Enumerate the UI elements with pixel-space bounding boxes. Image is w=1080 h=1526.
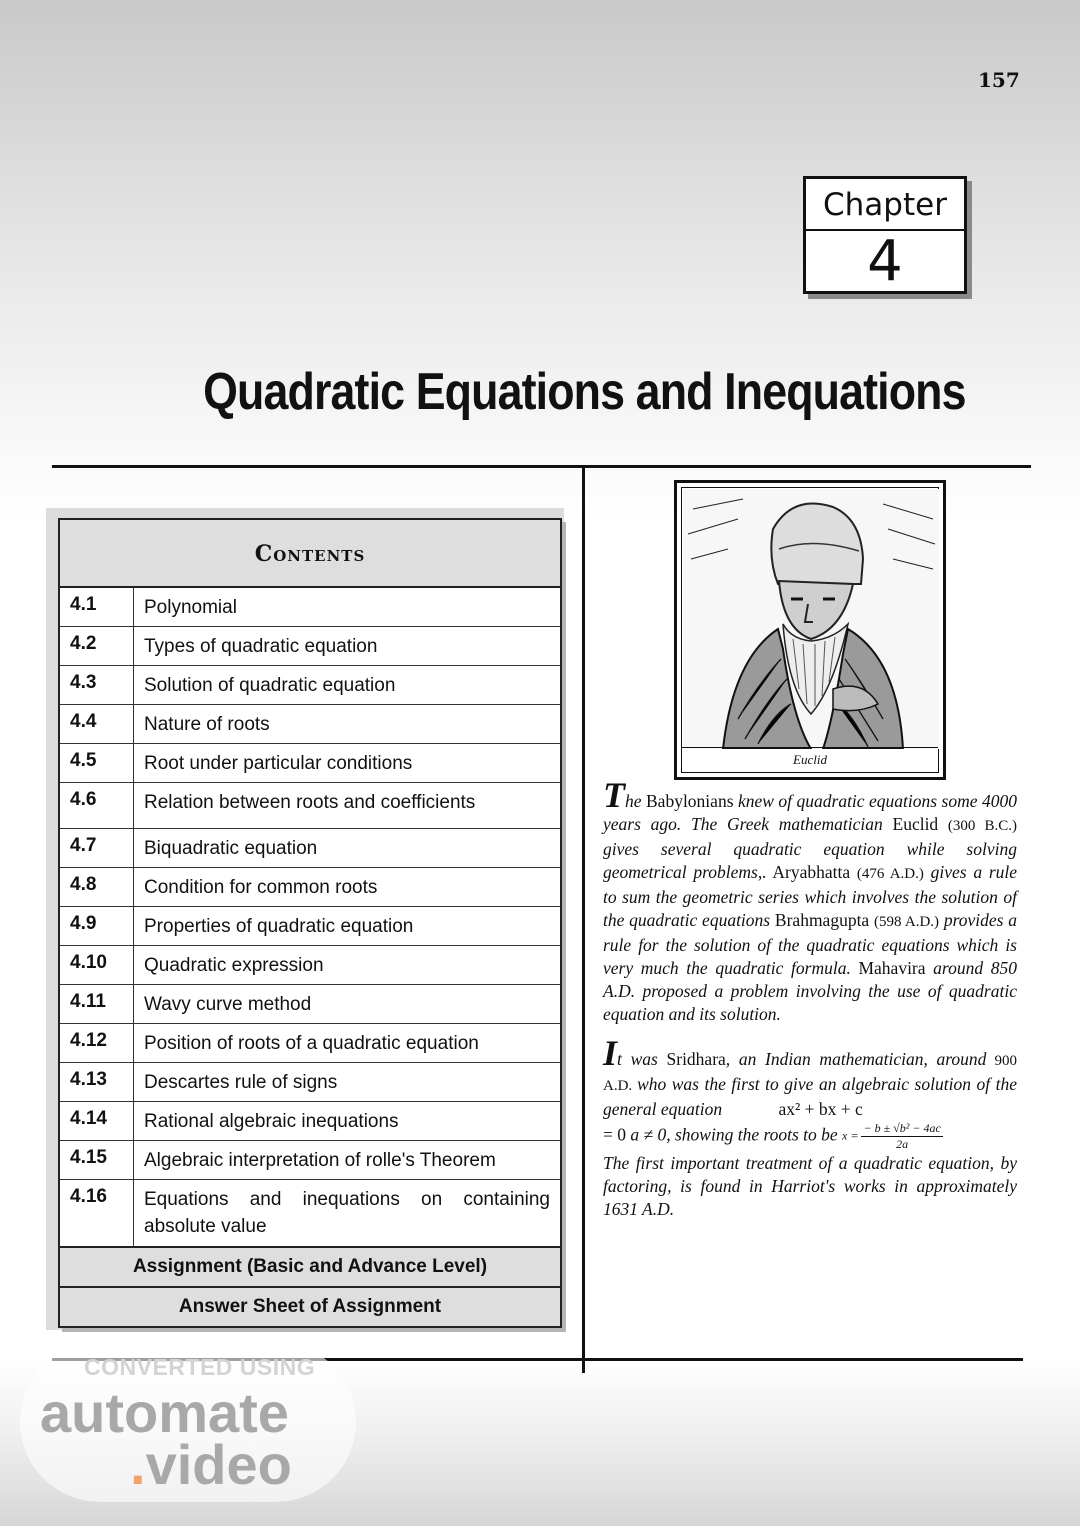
- section-title: Biquadratic equation: [144, 838, 318, 859]
- section-number: 4.14: [60, 1102, 134, 1140]
- contents-row: [60, 1180, 560, 1248]
- section-number: 4.8: [60, 868, 134, 906]
- text-run: 900 A.D.: [603, 1053, 1018, 1094]
- section-number: 4.5: [60, 744, 134, 782]
- watermark-text: CONVERTED USING: [84, 1354, 316, 1380]
- watermark-logo-suffix: [130, 1432, 292, 1497]
- text-run: around 850 A.D. proposed a problem involving the use of quadratic equation and its solution.: [603, 958, 1017, 1024]
- chapter-title: Quadratic Equations and Inequations: [203, 363, 966, 421]
- section-title: Descartes rule of signs: [144, 1072, 338, 1093]
- section-title: Solution of quadratic equation: [144, 675, 396, 696]
- formula-numerator: − b ± √b² − 4ac: [863, 1121, 941, 1135]
- drop-cap: I: [603, 1033, 618, 1073]
- contents-row: [60, 985, 560, 1024]
- contents-row: [60, 783, 560, 829]
- quadratic-formula: [842, 1121, 943, 1152]
- text-run: gives several quadratic equation while solving geometrical problems,.: [603, 839, 1017, 882]
- portrait-inner-frame: [681, 487, 939, 773]
- section-title: Properties of quadratic equation: [144, 916, 414, 937]
- section-title: Quadratic expression: [144, 955, 324, 976]
- text-run: The first important treatment of a quadratic equation, by factoring, is found in Harriot's works in approximately 1631 A.D.: [603, 1153, 1017, 1219]
- text-run: Sridhara: [657, 1049, 726, 1069]
- text-run: a ≠ 0: [630, 1124, 667, 1145]
- watermark-dot: .: [130, 1433, 146, 1496]
- answer-sheet-row: Answer Sheet of Assignment: [60, 1288, 560, 1326]
- section-number: 4.12: [60, 1024, 134, 1062]
- section-number: 4.13: [60, 1063, 134, 1101]
- chapter-label: Chapter: [806, 179, 964, 231]
- contents-row: [60, 666, 560, 705]
- section-title: Position of roots of a quadratic equation: [144, 1033, 479, 1054]
- section-number: 4.16: [60, 1180, 134, 1246]
- text-run: who was the first to give an algebraic solution of the general equation: [603, 1074, 1017, 1119]
- formula-fraction: [861, 1121, 942, 1152]
- contents-row: [60, 1024, 560, 1063]
- section-number: 4.15: [60, 1141, 134, 1179]
- section-title: Algebraic interpretation of rolle's Theorem: [144, 1150, 496, 1171]
- top-divider: [52, 465, 1031, 468]
- history-paragraph-3: [603, 1152, 1017, 1221]
- contents-row: [60, 1063, 560, 1102]
- section-title: Wavy curve method: [144, 994, 312, 1015]
- contents-row: [60, 868, 560, 907]
- contents-row: [60, 1141, 560, 1180]
- chapter-number: 4: [867, 229, 903, 294]
- text-run: he: [625, 791, 642, 811]
- text-run: knew of quadratic equations some 4000 years ago. The Greek mathematician: [603, 791, 1017, 834]
- history-paragraph-2: [603, 1033, 1018, 1152]
- contents-heading: Contents: [60, 520, 560, 588]
- section-number: 4.2: [60, 627, 134, 665]
- drop-cap: T: [603, 775, 625, 815]
- text-run: Euclid: [882, 814, 948, 834]
- watermark-logo-word: automate: [40, 1381, 289, 1444]
- text-run: (476 A.D.): [856, 866, 924, 882]
- text-run: (598 A.D.): [874, 914, 940, 930]
- section-number: 4.4: [60, 705, 134, 743]
- formula-lhs: x =: [842, 1128, 859, 1143]
- section-number: 4.7: [60, 829, 134, 867]
- section-title: Condition for common roots: [144, 877, 378, 898]
- section-number: 4.3: [60, 666, 134, 704]
- history-text: [603, 775, 1018, 1221]
- watermark-suffix-text: video: [145, 1433, 292, 1496]
- text-run: t was: [617, 1049, 658, 1069]
- contents-row: [60, 829, 560, 868]
- text-run: Mahavira: [850, 958, 934, 978]
- chapter-box: [803, 176, 967, 294]
- text-run: , an Indian mathematician, around: [725, 1049, 987, 1069]
- section-title: Nature of roots: [144, 714, 270, 735]
- contents-row: [60, 1102, 560, 1141]
- assignment-row: Assignment (Basic and Advance Level): [60, 1248, 560, 1288]
- section-number: 4.1: [60, 588, 134, 626]
- euclid-portrait: [674, 480, 946, 780]
- contents-row: [60, 588, 560, 627]
- euclid-engraving: [683, 489, 939, 749]
- section-title: Rational algebraic inequations: [144, 1111, 399, 1132]
- section-title: Polynomial: [144, 597, 237, 618]
- text-run: = 0: [603, 1124, 631, 1145]
- contents-row: [60, 946, 560, 985]
- section-title: Equations and inequations on containing absolute value: [144, 1189, 550, 1237]
- section-title: Relation between roots and coefficients: [144, 792, 476, 813]
- text-run: gives a rule to sum the geometric series which involves the solution of the quadratic equations: [603, 862, 1018, 930]
- section-title: Types of quadratic equation: [144, 636, 378, 657]
- section-title: Root under particular conditions: [144, 753, 413, 774]
- text-run: Aryabhatta: [766, 862, 857, 882]
- section-number: 4.9: [60, 907, 134, 945]
- section-number: 4.6: [60, 783, 134, 828]
- page-number: 157: [978, 68, 1020, 92]
- text-run: provides a rule for the solution of the quadratic equations which is very much the quadratic formula.: [603, 910, 1018, 978]
- contents-row: [60, 627, 560, 666]
- contents-row: [60, 705, 560, 744]
- portrait-caption: Euclid: [682, 747, 938, 772]
- contents-row: [60, 744, 560, 783]
- contents-row: [60, 907, 560, 946]
- formula-denominator: 2a: [896, 1137, 909, 1151]
- contents-table: [58, 518, 562, 1328]
- section-number: 4.11: [60, 985, 134, 1023]
- text-run: (300 B.C.): [947, 818, 1018, 834]
- text-run: , showing the roots to be: [666, 1124, 838, 1145]
- history-paragraph-1: [603, 775, 1018, 1026]
- text-run: Brahmagupta: [774, 910, 875, 930]
- text-run: Babylonians: [641, 791, 738, 811]
- general-equation: ax² + bx + c: [778, 1099, 863, 1119]
- section-number: 4.10: [60, 946, 134, 984]
- column-divider: [582, 465, 585, 1373]
